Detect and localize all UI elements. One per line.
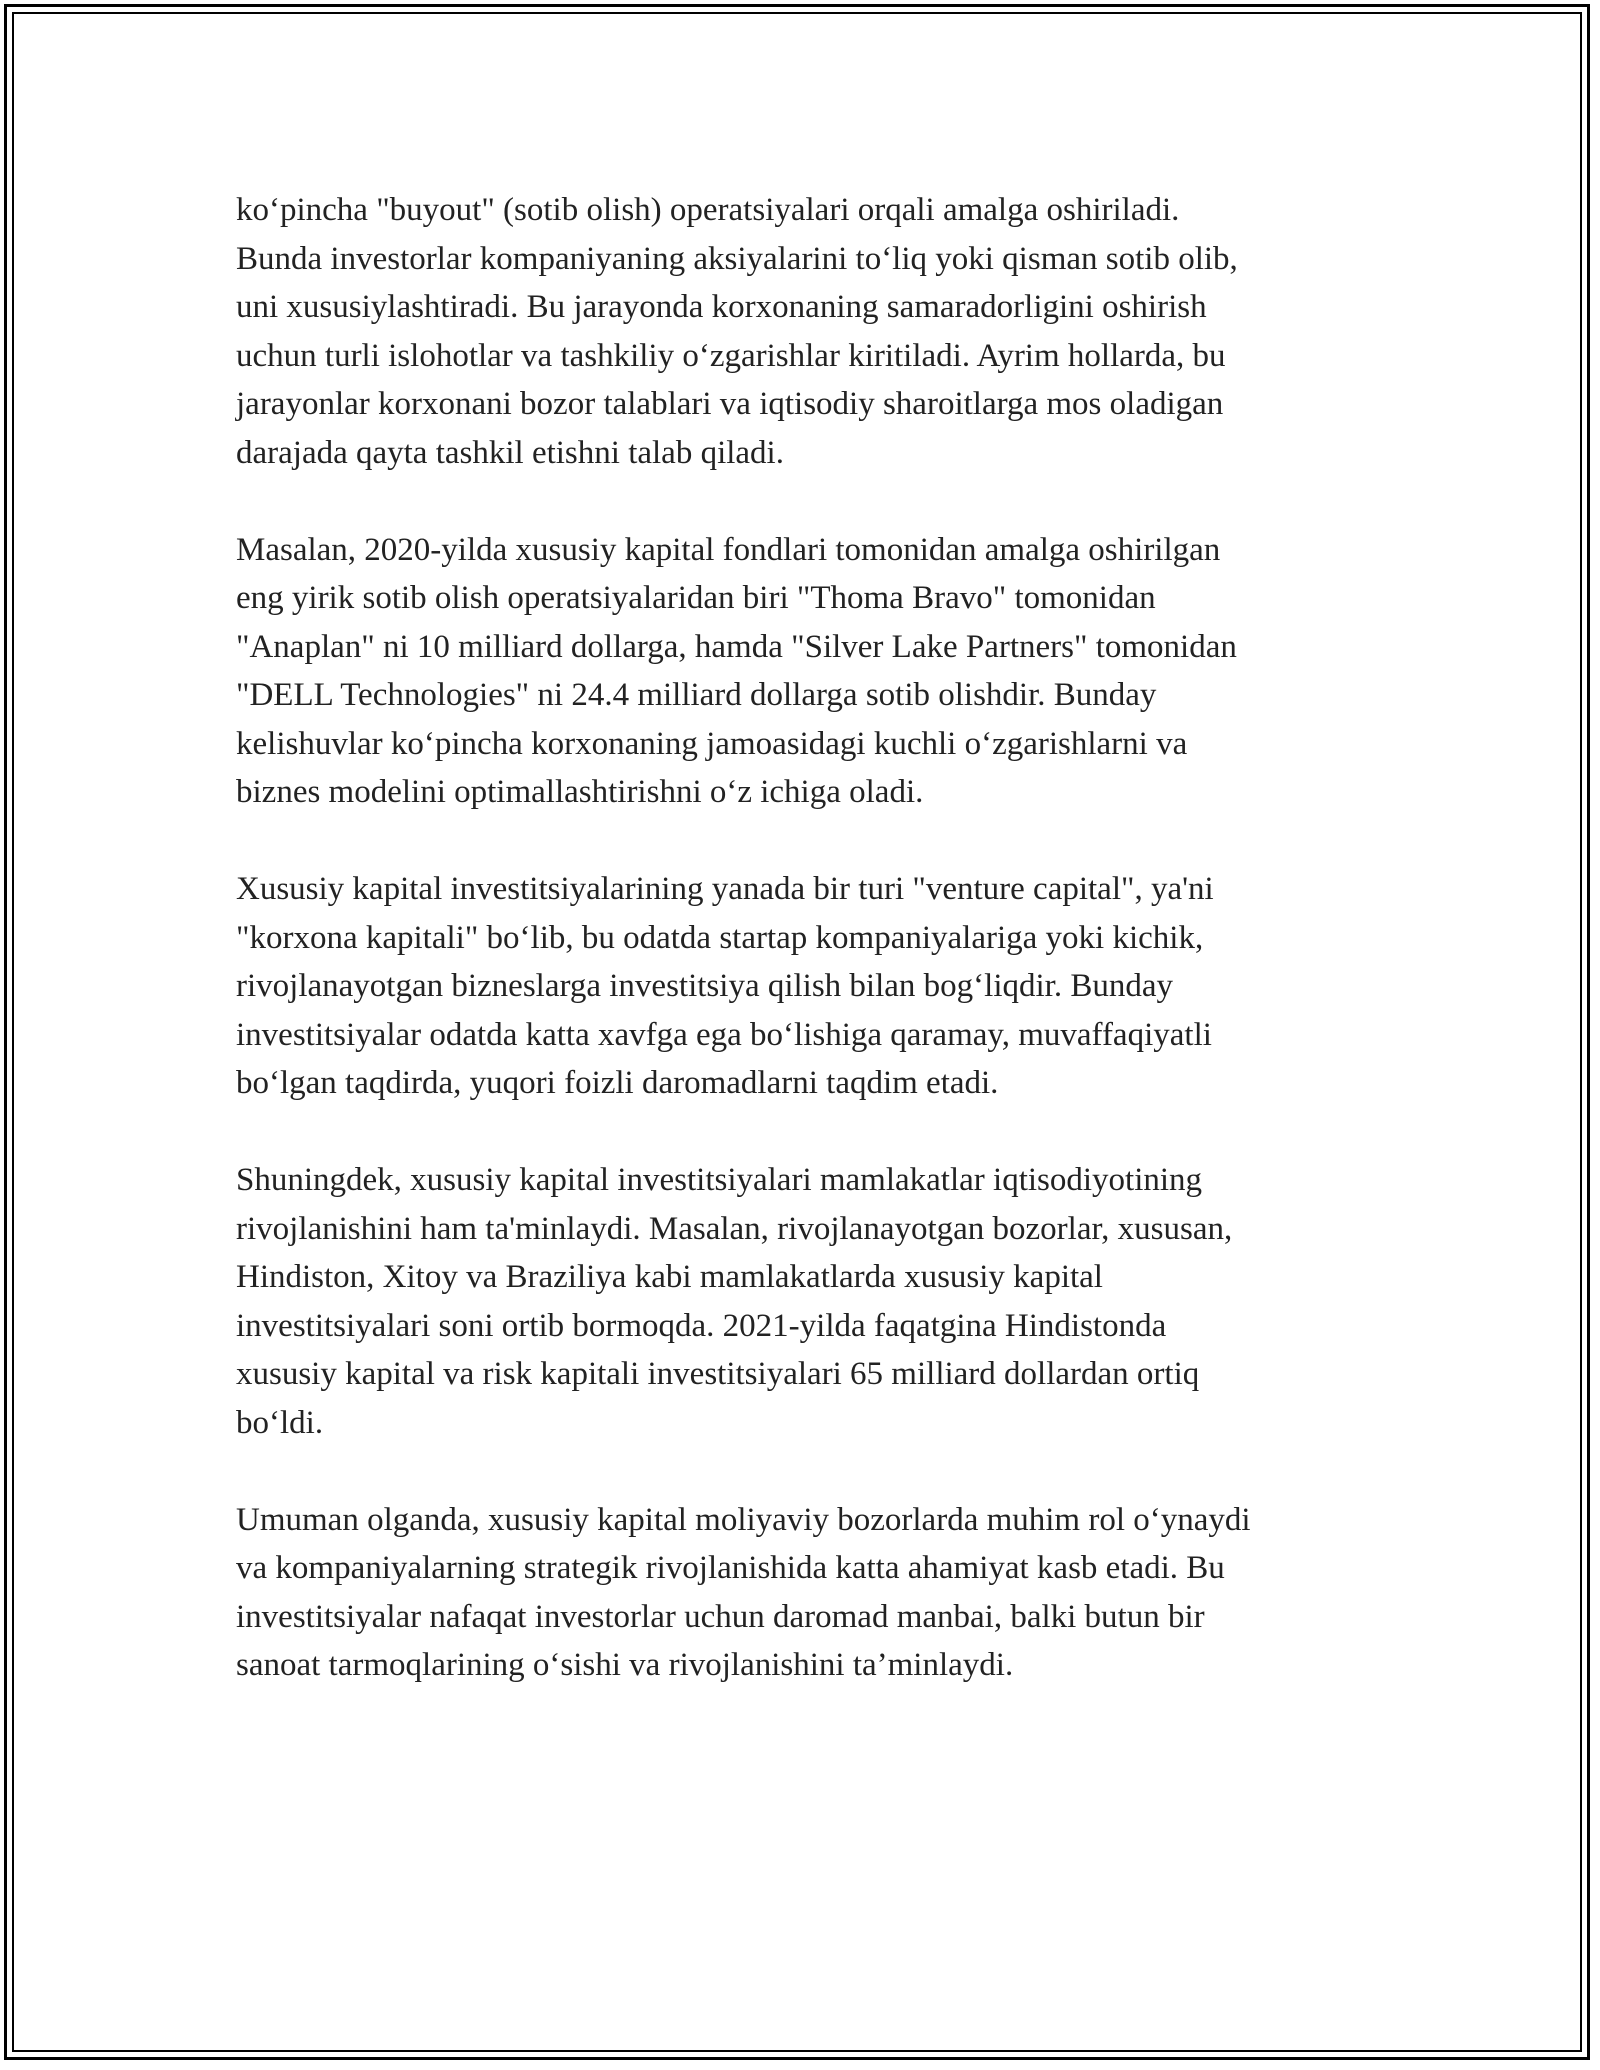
paragraph-4 <box>236 1156 1366 1447</box>
text-line: ko‘pincha "buyout" (sotib olish) operatsiyalari orqali amalga oshiriladi. <box>236 192 1180 228</box>
text-line: kelishuvlar ko‘pincha korxonaning jamoasidagi kuchli o‘zgarishlarni va <box>236 725 1188 762</box>
text-line: investitsiyalar nafaqat investorlar uchun daromad manbai, balki butun bir <box>236 1598 1205 1635</box>
text-line: jarayonlar korxonani bozor talablari va iqtisodiy sharoitlarga mos oladigan <box>236 386 1224 422</box>
text-line: Bunda investorlar kompaniyaning aksiyalarini to‘liq yoki qisman sotib olib, <box>236 240 1238 277</box>
text-line: Umuman olganda, xususiy kapital moliyaviy bozorlarda muhim rol o‘ynaydi <box>236 1501 1251 1538</box>
text-line: investitsiyalari soni ortib bormoqda. 2021-yilda faqatgina Hindistonda <box>236 1307 1167 1344</box>
text-line: Masalan, 2020-yilda xususiy kapital fondlari tomonidan amalga oshirilgan <box>236 531 1221 568</box>
text-line: Hindiston, Xitoy va Braziliya kabi mamlakatlarda xususiy kapital <box>236 1259 1103 1295</box>
text-line: bo‘lgan taqdirda, yuqori foizli daromadlarni taqdim etadi. <box>236 1065 999 1101</box>
paragraph-3 <box>236 865 1366 1108</box>
text-line: rivojlanishini ham ta'minlaydi. Masalan, rivojlanayotgan bozorlar, xususan, <box>236 1210 1233 1247</box>
text-line: va kompaniyalarning strategik rivojlanishida katta ahamiyat kasb etadi. Bu <box>236 1550 1225 1586</box>
paragraph-5 <box>236 1496 1366 1690</box>
text-line: "korxona kapitali" bo‘lib, bu odatda startap kompaniyalariga yoki kichik, <box>236 919 1204 956</box>
text-line: uni xususiylashtiradi. Bu jarayonda korxonaning samaradorligini oshirish <box>236 289 1207 325</box>
text-line: biznes modelini optimallashtirishni o‘z ichiga oladi. <box>236 774 924 810</box>
text-line: Xususiy kapital investitsiyalarining yanada bir turi "venture capital", ya'ni <box>236 871 1214 907</box>
text-line: "DELL Technologies" ni 24.4 milliard dollarga sotib olishdir. Bunday <box>236 677 1157 713</box>
text-line: uchun turli islohotlar va tashkiliy o‘zgarishlar kiritiladi. Ayrim hollarda, bu <box>236 337 1226 374</box>
text-line: bo‘ldi. <box>236 1404 324 1441</box>
document-body <box>236 186 1366 1690</box>
text-line: Shuningdek, xususiy kapital investitsiyalari mamlakatlar iqtisodiyotining <box>236 1162 1203 1198</box>
text-line: investitsiyalar odatda katta xavfga ega bo‘lishiga qaramay, muvaffaqiyatli <box>236 1016 1212 1053</box>
text-line: sanoat tarmoqlarining o‘sishi va rivojlanishini ta’minlaydi. <box>236 1647 1014 1683</box>
text-line: darajada qayta tashkil etishni talab qiladi. <box>236 434 784 471</box>
text-line: "Anaplan" ni 10 milliard dollarga, hamda "Silver Lake Partners" tomonidan <box>236 628 1237 665</box>
text-line: xususiy kapital va risk kapitali investitsiyalari 65 milliard dollardan ortiq <box>236 1356 1200 1392</box>
text-line: rivojlanayotgan bizneslarga investitsiya qilish bilan bog‘liqdir. Bunday <box>236 968 1173 1004</box>
text-line: eng yirik sotib olish operatsiyalaridan biri "Thoma Bravo" tomonidan <box>236 580 1156 616</box>
paragraph-1 <box>236 186 1366 477</box>
paragraph-2 <box>236 526 1366 817</box>
